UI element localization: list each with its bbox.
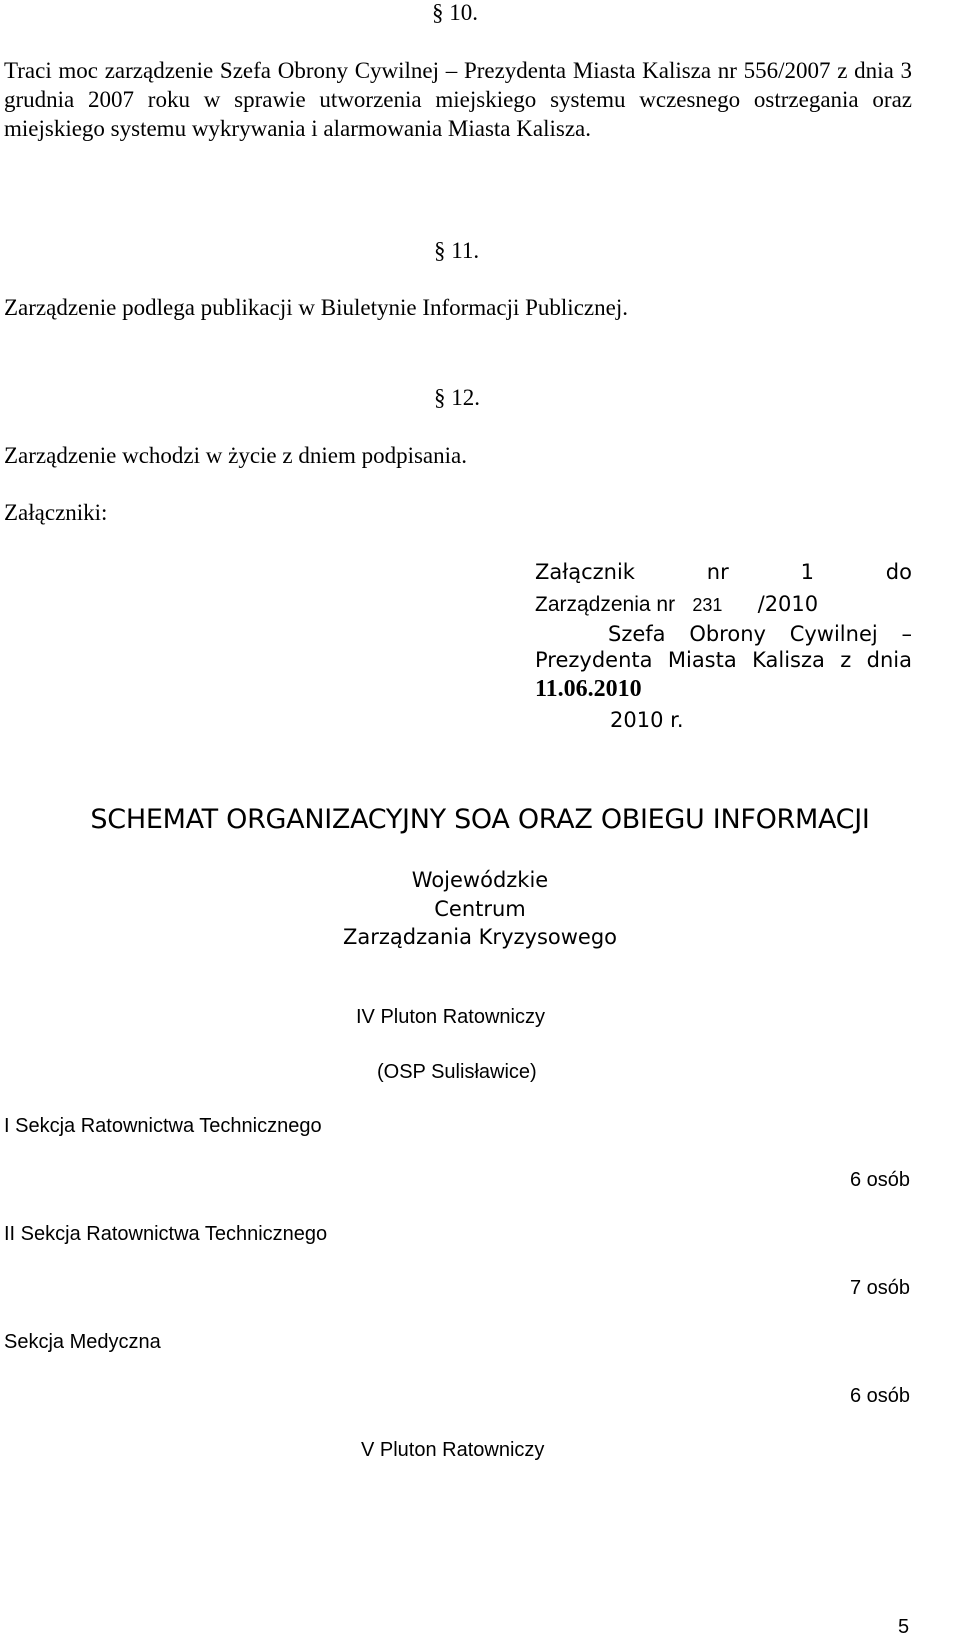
- annex-word: Kalisza: [752, 648, 825, 672]
- annex-line-2: [535, 592, 818, 617]
- unit-1-name: I Sekcja Ratownictwa Technicznego: [4, 1115, 322, 1137]
- section-10-text: Traci moc zarządzenie Szefa Obrony Cywilnej – Prezydenta Miasta Kalisza nr 556/2007 z dnia 3 grudnia 2007 roku w sprawie utworzenia miejskiego systemu wczesnego ostrzegania oraz miejskiego systemu wykrywania i alarmowania Miasta Kalisza.: [4, 58, 912, 141]
- section-12-heading: § 12.: [434, 385, 480, 410]
- schema-top-box-line-2: Centrum: [434, 897, 526, 921]
- annex-ordinance-label: Zarządzenia nr: [535, 593, 676, 616]
- annex-word: nr: [706, 560, 729, 584]
- unit-3-count: 6 osób: [850, 1385, 911, 1407]
- page-number: 5: [898, 1616, 910, 1638]
- unit-1-count: 6 osób: [850, 1169, 911, 1191]
- unit-2-name: II Sekcja Ratownictwa Technicznego: [4, 1223, 328, 1245]
- unit-3-name: Sekcja Medyczna: [4, 1331, 161, 1353]
- annex-date: 11.06.2010: [535, 676, 642, 702]
- pluton-4-name: IV Pluton Ratowniczy: [356, 1006, 545, 1028]
- pluton-4-sub: (OSP Sulisławice): [377, 1061, 537, 1083]
- schema-top-box-line-3: Zarządzania Kryzysowego: [342, 925, 618, 949]
- attachments-label: Załączniki:: [4, 500, 108, 525]
- annex-line-3: [535, 622, 912, 646]
- annex-word: Załącznik: [535, 560, 635, 584]
- annex-word: –: [901, 622, 912, 646]
- annex-year: 2010 r.: [610, 708, 684, 732]
- schema-top-box-line-1: Wojewódzkie: [411, 868, 549, 892]
- section-11-heading: § 11.: [434, 238, 480, 263]
- annex-word: Cywilnej: [789, 622, 878, 646]
- annex-word: Szefa: [608, 622, 666, 646]
- annex-word: dnia: [866, 648, 912, 672]
- unit-2-count: 7 osób: [850, 1277, 911, 1299]
- annex-ordinance-year: /2010: [757, 592, 819, 616]
- annex-word: Obrony: [689, 622, 766, 646]
- annex-line-4: [535, 648, 912, 672]
- section-11-text: Zarządzenie podlega publikacji w Biuletynie Informacji Publicznej.: [4, 295, 628, 320]
- section-12-text: Zarządzenie wchodzi w życie z dniem podpisania.: [4, 443, 467, 468]
- annex-line-1: [535, 560, 912, 584]
- annex-word: z: [840, 648, 852, 672]
- annex-word: 1: [800, 560, 814, 584]
- schema-title: SCHEMAT ORGANIZACYJNY SOA ORAZ OBIEGU INFORMACJI: [90, 804, 870, 835]
- pluton-5-name: V Pluton Ratowniczy: [361, 1439, 545, 1461]
- annex-word: Miasta: [667, 648, 737, 672]
- section-10-heading: § 10.: [432, 0, 478, 25]
- annex-word: Prezydenta: [535, 648, 653, 672]
- annex-word: do: [885, 560, 912, 584]
- annex-ordinance-number: 231: [692, 595, 723, 615]
